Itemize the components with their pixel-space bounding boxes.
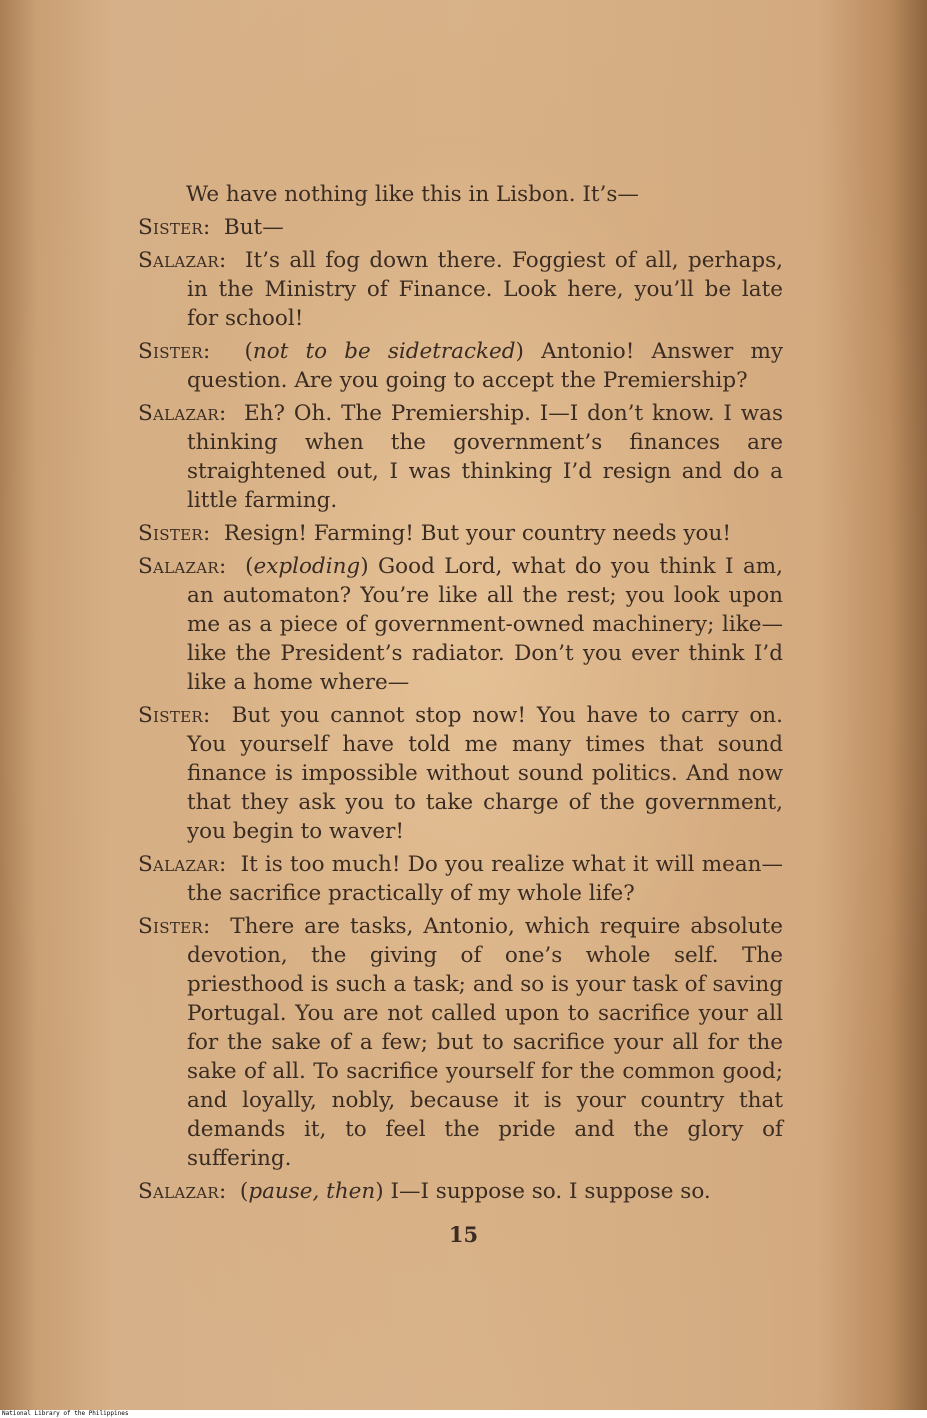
page-number: 15 xyxy=(448,1222,479,1247)
speech-text: I—I suppose so. I suppose so. xyxy=(390,1179,711,1204)
stage-direction: not to be sidetracked xyxy=(252,339,516,364)
speech: Salazar: (exploding) Good Lord, what do you think I am, an automaton? You’re like all the rest; you look upon me as a piece of government-owned machinery; like—like the President’s radiator. Don’t you ever think I’d like a home where— xyxy=(138,554,783,695)
speech-text: But— xyxy=(223,215,284,240)
speaker-name: Sister xyxy=(138,521,203,546)
speech: Sister: But you cannot stop now! You have to carry on. You yourself have told me many times that sound finance is impossible without sound politics. And now that they ask you to take charge of the government, you begin to waver! xyxy=(138,703,783,844)
speaker-name: Salazar xyxy=(138,248,220,273)
speech-text: Resign! Farming! But your country needs you! xyxy=(223,521,731,546)
speech-text: It’s all fog down there. Foggiest of all, perhaps, in the Ministry of Finance. Look here, you’ll be late for school! xyxy=(187,248,784,331)
speech-text: Antonio! Answer my question. Are you going to accept the Premiership? xyxy=(187,339,783,393)
speech-text: Eh? Oh. The Premiership. I—I don’t know. I was thinking when the government’s finances are straightened out, I was thinking I’d resign and do a little farming. xyxy=(187,401,783,513)
stage-direction: pause, then xyxy=(248,1179,376,1204)
speech: Salazar: (pause, then) I—I suppose so. I suppose so. xyxy=(138,1179,711,1204)
stage-direction: exploding xyxy=(253,554,361,579)
speech: Sister: But— xyxy=(138,215,284,240)
speaker-name: Salazar xyxy=(138,852,220,877)
speaker-name: Salazar xyxy=(138,554,220,579)
speaker-name: Sister xyxy=(138,914,203,939)
speaker-name: Sister xyxy=(138,703,203,728)
speech-text: It is too much! Do you realize what it will mean—the sacrifice practically of my whole life? xyxy=(187,852,783,906)
speech: Salazar: Eh? Oh. The Premiership. I—I don’t know. I was thinking when the government’s finances are straightened out, I was thinking I’d resign and do a little farming. xyxy=(138,401,783,513)
speech: Salazar: It’s all fog down there. Foggiest of all, perhaps, in the Ministry of Finance. Look here, you’ll be late for school! xyxy=(138,248,784,331)
speech-text: Good Lord, what do you think I am, an automaton? You’re like all the rest; you look upon me as a piece of government-owned machinery; like—like the President’s radiator. Don’t you ever think I’d like a home where— xyxy=(187,554,783,695)
speech: Sister: (not to be sidetracked) Antonio! Answer my question. Are you going to accept the Premiership? xyxy=(138,339,783,393)
speech-text: There are tasks, Antonio, which require absolute devotion, the giving of one’s whole self. The priesthood is such a task; and so is your task of saving Portugal. You are not called upon to sacrifice your all for the sake of a few; but to sacrifice your all for the sake of all. To sacrifice yourself for the common good; and loyally, nobly, because it is your country that demands it, to feel the pride and the glory of suffering. xyxy=(187,914,784,1171)
speaker-name: Sister xyxy=(138,215,203,240)
speaker-name: Sister xyxy=(138,339,203,364)
speaker-name: Salazar xyxy=(138,1179,220,1204)
footer-text: National Library of the Philippines xyxy=(2,1410,129,1417)
speech: Sister: There are tasks, Antonio, which require absolute devotion, the giving of one’s whole self. The priesthood is such a task; and so is your task of saving Portugal. You are not called upon to sacrifice your all for the sake of a few; but to sacrifice your all for the sake of all. To sacrifice yourself for the common good; and loyally, nobly, because it is your country that demands it, to feel the pride and the glory of suffering. xyxy=(138,914,784,1171)
speaker-name: Salazar xyxy=(138,401,220,426)
speech-text: But you cannot stop now! You have to carry on. You yourself have told me many times that sound finance is impossible without sound politics. And now that they ask you to take charge of the government, you begin to waver! xyxy=(187,703,783,844)
continuation-line: We have nothing like this in Lisbon. It’s— xyxy=(186,182,639,207)
speech: Salazar: It is too much! Do you realize what it will mean—the sacrifice practically of my whole life? xyxy=(138,852,783,906)
footer-bar xyxy=(0,1410,927,1418)
speech: Sister: Resign! Farming! But your country needs you! xyxy=(138,521,731,546)
play-text xyxy=(138,180,783,1210)
